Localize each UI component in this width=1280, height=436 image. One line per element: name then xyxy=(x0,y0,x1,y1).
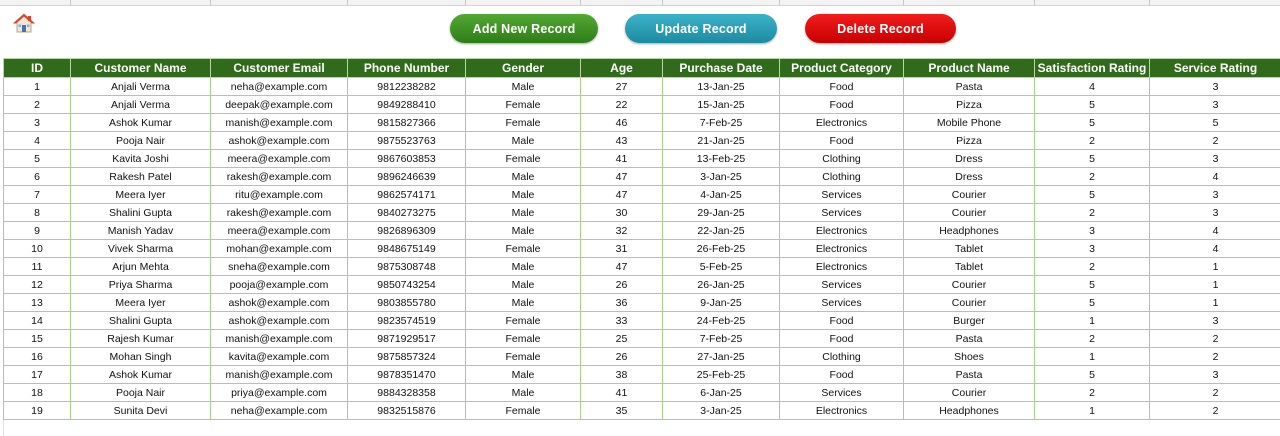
table-cell[interactable]: 31 xyxy=(581,240,663,258)
table-cell[interactable]: 2 xyxy=(4,96,71,114)
table-cell[interactable]: 5 xyxy=(1035,366,1150,384)
table-cell[interactable]: 15-Jan-25 xyxy=(663,96,780,114)
table-cell[interactable]: Female xyxy=(466,150,581,168)
table-cell[interactable]: 9875308748 xyxy=(348,258,466,276)
table-cell[interactable]: 3-Jan-25 xyxy=(663,402,780,420)
table-cell[interactable]: 27-Jan-25 xyxy=(663,348,780,366)
column-divider xyxy=(347,0,348,5)
column-divider xyxy=(1034,0,1035,5)
table-cell[interactable]: Priya Sharma xyxy=(71,276,211,294)
table-cell[interactable]: 5 xyxy=(1035,114,1150,132)
table-cell[interactable]: Female xyxy=(466,114,581,132)
table-cell[interactable]: Rakesh Patel xyxy=(71,168,211,186)
table-cell[interactable]: Meera Iyer xyxy=(71,186,211,204)
table-header-row xyxy=(4,59,1280,78)
table-cell[interactable]: Clothing xyxy=(780,150,904,168)
table-cell[interactable]: 2 xyxy=(1150,330,1280,348)
table-cell[interactable]: 29-Jan-25 xyxy=(663,204,780,222)
table-cell[interactable]: 5 xyxy=(1035,276,1150,294)
table-cell[interactable]: 9849288410 xyxy=(348,96,466,114)
table-cell[interactable]: Male xyxy=(466,384,581,402)
table-cell[interactable]: mohan@example.com xyxy=(211,240,348,258)
table-cell[interactable]: 47 xyxy=(581,258,663,276)
column-header[interactable]: Product Category xyxy=(780,59,904,78)
table-row[interactable] xyxy=(4,276,1280,294)
table-cell[interactable]: 2 xyxy=(1035,384,1150,402)
table-cell[interactable]: Male xyxy=(466,294,581,312)
table-cell[interactable]: Courier xyxy=(904,186,1035,204)
table-cell[interactable]: 1 xyxy=(1035,402,1150,420)
table-row[interactable] xyxy=(4,96,1280,114)
table-cell[interactable]: 22 xyxy=(581,96,663,114)
table-cell[interactable]: meera@example.com xyxy=(211,150,348,168)
table-cell[interactable]: 5 xyxy=(1035,294,1150,312)
table-cell[interactable]: kavita@example.com xyxy=(211,348,348,366)
table-cell[interactable]: Female xyxy=(466,330,581,348)
table-cell[interactable]: Food xyxy=(780,132,904,150)
table-cell[interactable]: 18 xyxy=(4,384,71,402)
table-cell[interactable]: Arjun Mehta xyxy=(71,258,211,276)
column-divider xyxy=(662,0,663,5)
table-cell[interactable]: Pizza xyxy=(904,132,1035,150)
table-cell[interactable]: Female xyxy=(466,96,581,114)
table-cell[interactable]: neha@example.com xyxy=(211,78,348,96)
table-cell[interactable]: 5 xyxy=(1035,186,1150,204)
table-cell[interactable]: Dress xyxy=(904,150,1035,168)
table-cell[interactable]: 9862574171 xyxy=(348,186,466,204)
table-cell[interactable]: Mohan Singh xyxy=(71,348,211,366)
table-row[interactable] xyxy=(4,222,1280,240)
table-cell[interactable]: 26-Jan-25 xyxy=(663,276,780,294)
table-cell[interactable]: 2 xyxy=(1150,402,1280,420)
table-cell[interactable]: Electronics xyxy=(780,402,904,420)
table-cell[interactable]: Rajesh Kumar xyxy=(71,330,211,348)
table-cell[interactable]: 3 xyxy=(1150,78,1280,96)
table-cell[interactable]: 14 xyxy=(4,312,71,330)
table-cell[interactable]: 9840273275 xyxy=(348,204,466,222)
column-header[interactable]: Phone Number xyxy=(348,59,466,78)
table-cell[interactable]: 2 xyxy=(1150,384,1280,402)
table-cell[interactable]: 4 xyxy=(4,132,71,150)
table-cell[interactable]: Electronics xyxy=(780,222,904,240)
table-cell[interactable]: ashok@example.com xyxy=(211,312,348,330)
table-cell[interactable]: 12 xyxy=(4,276,71,294)
table-row[interactable] xyxy=(4,168,1280,186)
table-cell[interactable]: Electronics xyxy=(780,240,904,258)
table-cell[interactable]: ritu@example.com xyxy=(211,186,348,204)
table-cell[interactable]: 2 xyxy=(1150,132,1280,150)
table-cell[interactable]: Anjali Verma xyxy=(71,96,211,114)
table-cell[interactable]: 17 xyxy=(4,366,71,384)
table-cell[interactable]: 46 xyxy=(581,114,663,132)
table-cell[interactable]: 2 xyxy=(1035,168,1150,186)
table-cell[interactable]: Services xyxy=(780,186,904,204)
table-cell[interactable]: 15 xyxy=(4,330,71,348)
table-cell[interactable]: 30 xyxy=(581,204,663,222)
table-cell[interactable]: Male xyxy=(466,186,581,204)
table-cell[interactable]: pooja@example.com xyxy=(211,276,348,294)
table-cell[interactable]: 9832515876 xyxy=(348,402,466,420)
table-cell[interactable]: Services xyxy=(780,276,904,294)
table-row[interactable] xyxy=(4,132,1280,150)
table-cell[interactable]: 9-Jan-25 xyxy=(663,294,780,312)
table-cell[interactable]: 27 xyxy=(581,78,663,96)
table-cell[interactable]: manish@example.com xyxy=(211,366,348,384)
table-cell[interactable]: sneha@example.com xyxy=(211,258,348,276)
table-cell[interactable]: 4 xyxy=(1150,240,1280,258)
table-cell[interactable]: 9867603853 xyxy=(348,150,466,168)
table-row[interactable] xyxy=(4,330,1280,348)
table-body xyxy=(4,78,1280,420)
table-cell[interactable]: 24-Feb-25 xyxy=(663,312,780,330)
table-cell[interactable]: Shalini Gupta xyxy=(71,312,211,330)
table-cell[interactable]: 2 xyxy=(1035,258,1150,276)
table-cell[interactable]: neha@example.com xyxy=(211,402,348,420)
table-cell[interactable]: meera@example.com xyxy=(211,222,348,240)
table-row[interactable] xyxy=(4,294,1280,312)
table-cell[interactable]: 3 xyxy=(1150,96,1280,114)
table-cell[interactable]: 21-Jan-25 xyxy=(663,132,780,150)
table-cell[interactable]: 7-Feb-25 xyxy=(663,114,780,132)
column-divider xyxy=(580,0,581,5)
table-cell[interactable]: 32 xyxy=(581,222,663,240)
table-cell[interactable]: Food xyxy=(780,330,904,348)
column-divider xyxy=(779,0,780,5)
table-cell[interactable]: manish@example.com xyxy=(211,114,348,132)
table-cell[interactable]: 16 xyxy=(4,348,71,366)
table-cell[interactable]: Pizza xyxy=(904,96,1035,114)
table-cell[interactable]: 4 xyxy=(1150,222,1280,240)
table-cell[interactable]: Shalini Gupta xyxy=(71,204,211,222)
table-cell[interactable]: 2 xyxy=(1035,330,1150,348)
table-cell[interactable]: ashok@example.com xyxy=(211,132,348,150)
column-divider xyxy=(903,0,904,5)
update-record-button[interactable]: Update Record xyxy=(625,14,777,43)
column-header[interactable]: Service Rating xyxy=(1150,59,1280,78)
table-cell[interactable]: 9875857324 xyxy=(348,348,466,366)
table-cell[interactable]: Courier xyxy=(904,204,1035,222)
table-cell[interactable]: Ashok Kumar xyxy=(71,366,211,384)
table-cell[interactable]: 9848675149 xyxy=(348,240,466,258)
table-cell[interactable]: Meera Iyer xyxy=(71,294,211,312)
table-cell[interactable]: Male xyxy=(466,204,581,222)
table-cell[interactable]: 9850743254 xyxy=(348,276,466,294)
table-cell[interactable]: Pasta xyxy=(904,78,1035,96)
table-row[interactable] xyxy=(4,402,1280,420)
table-cell[interactable]: 1 xyxy=(1150,276,1280,294)
column-header[interactable]: ID xyxy=(4,59,71,78)
table-cell[interactable]: Pasta xyxy=(904,366,1035,384)
table-row[interactable] xyxy=(4,240,1280,258)
table-cell[interactable]: 3 xyxy=(1150,312,1280,330)
table-cell[interactable]: Vivek Sharma xyxy=(71,240,211,258)
table-cell[interactable]: Services xyxy=(780,384,904,402)
table-cell[interactable]: 1 xyxy=(4,78,71,96)
table-cell[interactable]: 26-Feb-25 xyxy=(663,240,780,258)
table-cell[interactable]: 1 xyxy=(1035,312,1150,330)
table-cell[interactable]: 25 xyxy=(581,330,663,348)
table-cell[interactable]: 9 xyxy=(4,222,71,240)
column-header[interactable]: Product Name xyxy=(904,59,1035,78)
table-cell[interactable]: rakesh@example.com xyxy=(211,204,348,222)
table-cell[interactable]: 3 xyxy=(1035,222,1150,240)
table-cell[interactable]: 8 xyxy=(4,204,71,222)
table-cell[interactable]: Female xyxy=(466,402,581,420)
table-row[interactable] xyxy=(4,150,1280,168)
table-row[interactable] xyxy=(4,384,1280,402)
table-cell[interactable]: Services xyxy=(780,204,904,222)
table-cell[interactable]: Male xyxy=(466,78,581,96)
table-cell[interactable]: Manish Yadav xyxy=(71,222,211,240)
table-row[interactable] xyxy=(4,204,1280,222)
delete-record-button[interactable]: Delete Record xyxy=(805,14,956,43)
table-cell[interactable]: Food xyxy=(780,366,904,384)
table-cell[interactable]: 3 xyxy=(1150,186,1280,204)
table-cell[interactable]: 13 xyxy=(4,294,71,312)
table-cell[interactable]: 7-Feb-25 xyxy=(663,330,780,348)
table-cell[interactable]: Headphones xyxy=(904,402,1035,420)
table-cell[interactable]: 2 xyxy=(1035,204,1150,222)
table-cell[interactable]: Female xyxy=(466,312,581,330)
table-cell[interactable]: 38 xyxy=(581,366,663,384)
table-cell[interactable]: 22-Jan-25 xyxy=(663,222,780,240)
table-cell[interactable]: Pooja Nair xyxy=(71,132,211,150)
table-cell[interactable]: Clothing xyxy=(780,348,904,366)
table-cell[interactable]: ashok@example.com xyxy=(211,294,348,312)
table-cell[interactable]: Pooja Nair xyxy=(71,384,211,402)
table-cell[interactable]: 13-Jan-25 xyxy=(663,78,780,96)
table-cell[interactable]: 47 xyxy=(581,168,663,186)
table-cell[interactable]: 47 xyxy=(581,186,663,204)
table-cell[interactable]: Kavita Joshi xyxy=(71,150,211,168)
column-header[interactable]: Customer Email xyxy=(211,59,348,78)
column-header[interactable]: Purchase Date xyxy=(663,59,780,78)
table-cell[interactable]: rakesh@example.com xyxy=(211,168,348,186)
column-header-strip xyxy=(0,0,1280,6)
table-cell[interactable]: 11 xyxy=(4,258,71,276)
table-cell[interactable]: Tablet xyxy=(904,258,1035,276)
table-cell[interactable]: 2 xyxy=(1150,348,1280,366)
table-cell[interactable]: Male xyxy=(466,222,581,240)
table-cell[interactable]: 6 xyxy=(4,168,71,186)
table-cell[interactable]: 3 xyxy=(1150,366,1280,384)
table-cell[interactable]: 19 xyxy=(4,402,71,420)
table-cell[interactable]: 1 xyxy=(1150,294,1280,312)
table-cell[interactable]: 9871929517 xyxy=(348,330,466,348)
table-cell[interactable]: deepak@example.com xyxy=(211,96,348,114)
table-cell[interactable]: 9803855780 xyxy=(348,294,466,312)
table-cell[interactable]: 3-Jan-25 xyxy=(663,168,780,186)
column-divider xyxy=(1149,0,1150,5)
table-cell[interactable]: Male xyxy=(466,366,581,384)
table-cell[interactable]: 25-Feb-25 xyxy=(663,366,780,384)
table-cell[interactable]: 41 xyxy=(581,384,663,402)
table-cell[interactable]: 10 xyxy=(4,240,71,258)
table-cell[interactable]: Male xyxy=(466,276,581,294)
table-cell[interactable]: Courier xyxy=(904,384,1035,402)
table-cell[interactable]: 35 xyxy=(581,402,663,420)
table-cell[interactable]: Headphones xyxy=(904,222,1035,240)
table-cell[interactable]: 26 xyxy=(581,348,663,366)
table-row[interactable] xyxy=(4,312,1280,330)
table-cell[interactable]: Shoes xyxy=(904,348,1035,366)
table-row[interactable] xyxy=(4,366,1280,384)
table-cell[interactable]: 4 xyxy=(1150,168,1280,186)
table-cell[interactable]: Anjali Verma xyxy=(71,78,211,96)
table-cell[interactable]: Female xyxy=(466,240,581,258)
table-cell[interactable]: 4 xyxy=(1035,78,1150,96)
table-cell[interactable]: Pasta xyxy=(904,330,1035,348)
table-cell[interactable]: 3 xyxy=(1035,240,1150,258)
column-header[interactable]: Customer Name xyxy=(71,59,211,78)
table-cell[interactable]: 13-Feb-25 xyxy=(663,150,780,168)
table-cell[interactable]: 9884328358 xyxy=(348,384,466,402)
home-icon[interactable] xyxy=(13,13,35,33)
table-cell[interactable]: 9826896309 xyxy=(348,222,466,240)
table-cell[interactable]: Male xyxy=(466,258,581,276)
table-cell[interactable]: 5 xyxy=(1035,96,1150,114)
table-cell[interactable]: 3 xyxy=(4,114,71,132)
column-header[interactable]: Gender xyxy=(466,59,581,78)
column-divider xyxy=(465,0,466,5)
table-cell[interactable]: 5-Feb-25 xyxy=(663,258,780,276)
table-row[interactable] xyxy=(4,114,1280,132)
table-cell[interactable]: Food xyxy=(780,78,904,96)
table-cell[interactable]: 5 xyxy=(1150,114,1280,132)
table-cell[interactable]: Food xyxy=(780,96,904,114)
table-cell[interactable]: Electronics xyxy=(780,114,904,132)
table-cell[interactable]: 6-Jan-25 xyxy=(663,384,780,402)
table-cell[interactable]: 33 xyxy=(581,312,663,330)
table-cell[interactable]: 9875523763 xyxy=(348,132,466,150)
table-cell[interactable]: Mobile Phone xyxy=(904,114,1035,132)
table-cell[interactable]: Clothing xyxy=(780,168,904,186)
table-cell[interactable]: Courier xyxy=(904,294,1035,312)
table-cell[interactable]: 1 xyxy=(1035,348,1150,366)
table-cell[interactable]: Male xyxy=(466,132,581,150)
table-cell[interactable]: Female xyxy=(466,348,581,366)
table-cell[interactable]: 36 xyxy=(581,294,663,312)
table-cell[interactable]: 5 xyxy=(1035,150,1150,168)
table-cell[interactable]: Food xyxy=(780,312,904,330)
table-cell[interactable]: priya@example.com xyxy=(211,384,348,402)
table-cell[interactable]: 9896246639 xyxy=(348,168,466,186)
column-header[interactable]: Satisfaction Rating xyxy=(1035,59,1150,78)
table-cell[interactable]: 9812238282 xyxy=(348,78,466,96)
table-cell[interactable]: Tablet xyxy=(904,240,1035,258)
table-cell[interactable]: 41 xyxy=(581,150,663,168)
records-table xyxy=(3,58,1280,420)
table-cell[interactable]: 43 xyxy=(581,132,663,150)
table-cell[interactable]: Ashok Kumar xyxy=(71,114,211,132)
table-row[interactable] xyxy=(4,186,1280,204)
column-header[interactable]: Age xyxy=(581,59,663,78)
add-new-record-button[interactable]: Add New Record xyxy=(450,14,598,43)
table-cell[interactable]: Dress xyxy=(904,168,1035,186)
table-cell[interactable]: Courier xyxy=(904,276,1035,294)
table-cell[interactable]: 9878351470 xyxy=(348,366,466,384)
table-cell[interactable]: Sunita Devi xyxy=(71,402,211,420)
table-cell[interactable]: 2 xyxy=(1035,132,1150,150)
table-cell[interactable]: 9815827366 xyxy=(348,114,466,132)
table-cell[interactable]: 7 xyxy=(4,186,71,204)
table-cell[interactable]: 26 xyxy=(581,276,663,294)
column-divider xyxy=(70,0,71,5)
table-cell[interactable]: Electronics xyxy=(780,258,904,276)
table-cell[interactable]: Burger xyxy=(904,312,1035,330)
table-row[interactable] xyxy=(4,258,1280,276)
table-cell[interactable]: Male xyxy=(466,168,581,186)
column-divider xyxy=(210,0,211,5)
table-cell[interactable]: 3 xyxy=(1150,150,1280,168)
table-row[interactable] xyxy=(4,78,1280,96)
table-cell[interactable]: 3 xyxy=(1150,204,1280,222)
empty-sheet-area[interactable] xyxy=(3,420,1280,436)
table-cell[interactable]: 9823574519 xyxy=(348,312,466,330)
table-cell[interactable]: 4-Jan-25 xyxy=(663,186,780,204)
table-cell[interactable]: 1 xyxy=(1150,258,1280,276)
table-cell[interactable]: manish@example.com xyxy=(211,330,348,348)
table-cell[interactable]: Services xyxy=(780,294,904,312)
table-cell[interactable]: 5 xyxy=(4,150,71,168)
table-row[interactable] xyxy=(4,348,1280,366)
